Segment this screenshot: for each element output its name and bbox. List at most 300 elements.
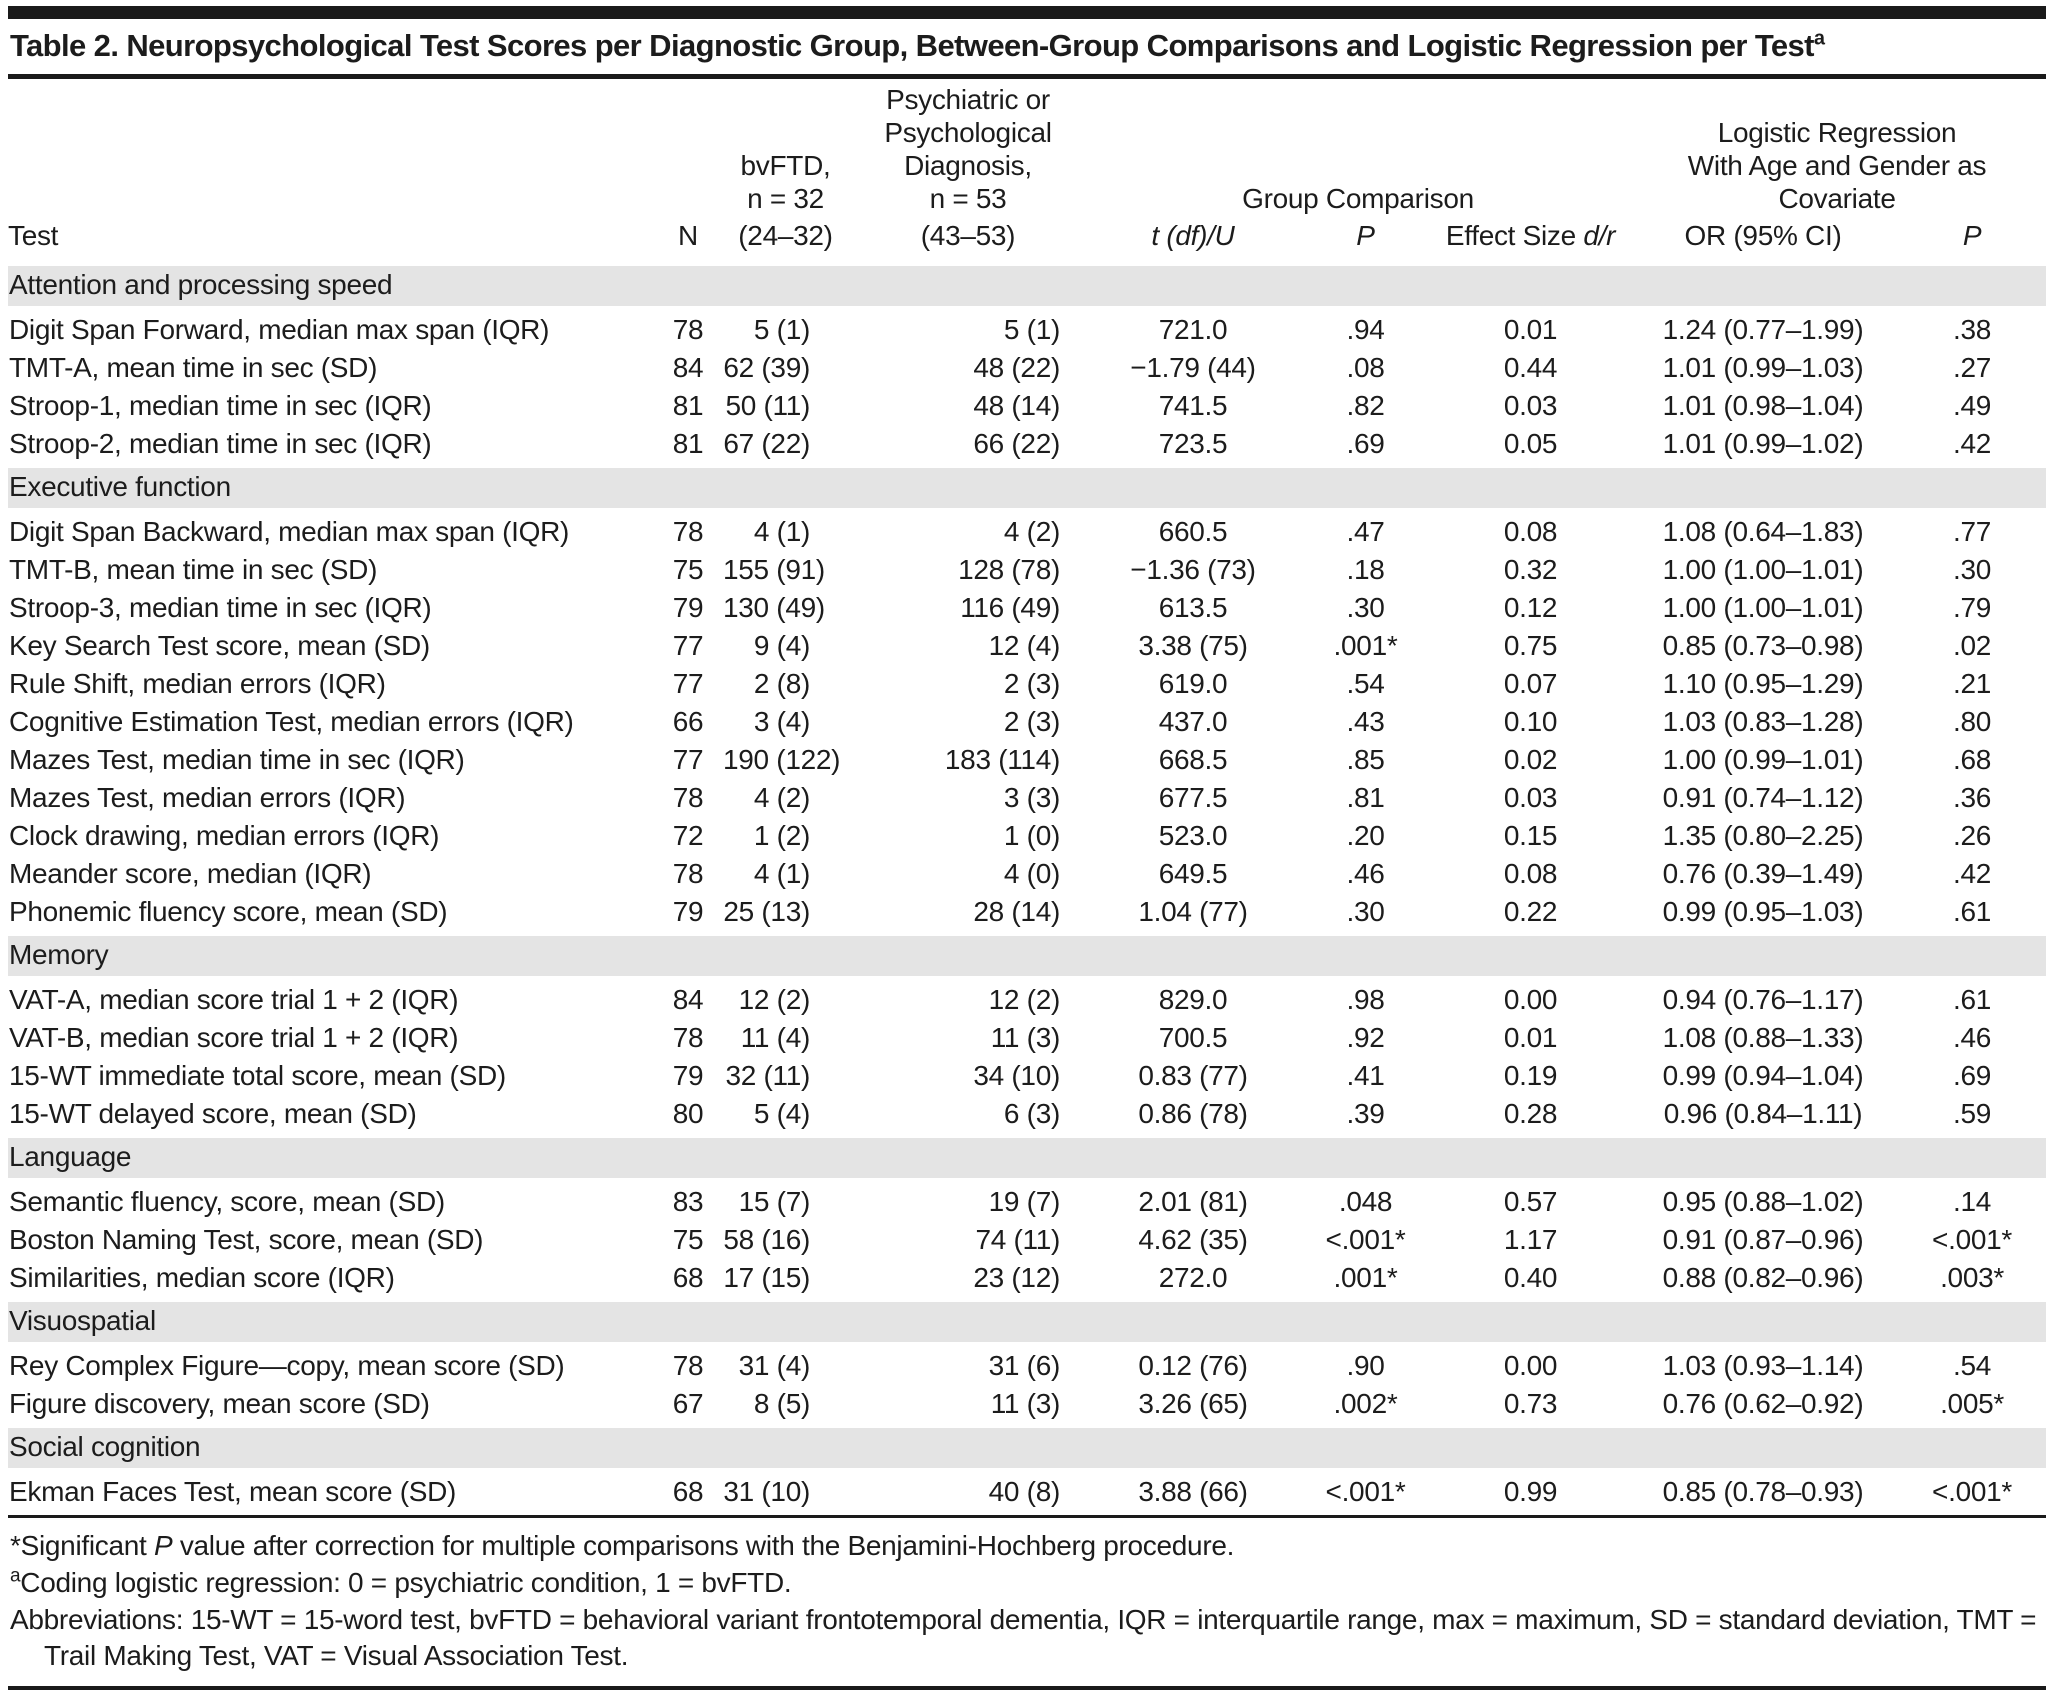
footnote-coding-marker: a [10,1565,21,1587]
cell-or-ci: 1.08 (0.64–1.83) [1662,516,1864,547]
cell-bvftd-value: 12 (2) [738,984,810,1015]
cell-or-ci: 0.99 (0.94–1.04) [1662,1060,1864,1091]
cell-t-df-u: 0.83 (77) [1138,1060,1248,1091]
cell-psych-value: 183 (114) [944,744,1060,775]
cell-bvftd-value: 32 (11) [725,1060,810,1091]
psych-header-line2: Psychological [884,117,1052,148]
cell-bvftd-value: 130 (49) [723,592,825,623]
cell-n: 75 [672,1224,704,1255]
psych-header-line3: Diagnosis, [904,150,1032,181]
table-row [8,665,2046,703]
cell-bvftd-value: 4 (2) [753,782,810,813]
cell-p-group: .94 [1346,314,1385,345]
cell-bvftd-value: 155 (91) [723,554,825,585]
cell-n: 80 [672,1098,704,1129]
cell-psych-value: 4 (2) [1003,516,1060,547]
cell-test-name: Mazes Test, median errors (IQR) [9,782,406,813]
cell-test-name: Clock drawing, median errors (IQR) [9,820,440,851]
cell-psych-value: 48 (14) [973,390,1060,421]
column-header-psychiatric [848,79,1088,215]
psych-header-line4: n = 53 [929,183,1007,214]
cell-or-ci: 0.85 (0.78–0.93) [1628,1471,1898,1517]
cell-n: 79 [672,592,704,623]
column-header-bvftd-range: (24–32) [723,215,848,264]
table-row [8,893,2046,934]
column-header-t-df-u: t (df)/U [1088,215,1298,264]
table-row [8,1221,2046,1259]
spanner-logistic-regression [1628,79,2046,215]
cell-p-logistic: .46 [1953,1022,1992,1053]
cell-p-logistic: .61 [1953,984,1992,1015]
section-title: Executive function [8,466,2046,511]
table-footnotes [8,1518,2046,1674]
cell-p-logistic: .68 [1953,744,1992,775]
cell-n: 78 [672,1350,704,1381]
cell-n: 72 [672,820,704,851]
cell-effect-size: 0.08 [1503,858,1558,889]
cell-test-name: Digit Span Backward, median max span (IQR) [9,516,570,547]
cell-or-ci: 0.76 (0.62–0.92) [1662,1388,1864,1419]
cell-n: 67 [672,1388,704,1419]
cell-effect-size: 0.73 [1503,1388,1558,1419]
cell-bvftd-value: 3 (4) [753,706,810,737]
cell-p-logistic: .005* [1940,1388,2004,1419]
cell-p-group: .30 [1346,896,1385,927]
table-row [8,703,2046,741]
cell-n: 84 [672,984,704,1015]
cell-p-logistic: .79 [1953,592,1992,623]
cell-p-logistic: .36 [1953,782,1992,813]
cell-p-logistic: .42 [1953,428,1992,459]
table-row [8,1057,2046,1095]
cell-effect-size: 0.28 [1503,1098,1558,1129]
cell-n: 79 [672,896,704,927]
column-header-psych-range: (43–53) [848,215,1088,264]
cell-t-df-u: 437.0 [1158,706,1228,737]
table-row [8,1259,2046,1300]
cell-effect-size: 0.44 [1503,352,1558,383]
cell-or-ci: 1.03 (0.83–1.28) [1662,706,1864,737]
cell-p-group: .18 [1346,554,1385,585]
cell-n: 78 [672,314,704,345]
cell-or-ci: 1.00 (1.00–1.01) [1662,554,1864,585]
bvftd-header-line1: bvFTD, [740,150,831,181]
column-header-test: Test [8,215,653,264]
cell-p-logistic: .42 [1953,858,1992,889]
cell-psych-value: 48 (22) [973,352,1060,383]
column-header-bvftd [723,79,848,215]
cell-n: 79 [672,1060,704,1091]
cell-or-ci: 1.01 (0.99–1.02) [1662,428,1864,459]
cell-t-df-u: 1.04 (77) [1138,896,1248,927]
cell-test-name: 15-WT immediate total score, mean (SD) [9,1060,506,1091]
cell-p-logistic: <.001* [1932,1224,2012,1255]
cell-t-df-u: 4.62 (35) [1138,1224,1248,1255]
cell-p-logistic: .54 [1953,1350,1992,1381]
cell-or-ci: 1.03 (0.93–1.14) [1662,1350,1864,1381]
cell-psych-value: 11 (3) [990,1388,1060,1419]
cell-psych-value: 66 (22) [973,428,1060,459]
cell-effect-size: 0.03 [1503,782,1558,813]
cell-effect-size: 0.01 [1503,314,1558,345]
section-header-row [8,934,2046,979]
cell-p-group: <.001* [1298,1471,1433,1517]
section-title: Visuospatial [8,1300,2046,1345]
section-header-row [8,1136,2046,1181]
spanner-group-comparison: Group Comparison [1242,183,1474,214]
cell-p-group: .69 [1346,428,1385,459]
cell-n: 77 [672,744,704,775]
cell-effect-size: 0.19 [1503,1060,1558,1091]
cell-effect-size: 0.40 [1503,1262,1558,1293]
cell-psych-value: 2 (3) [1003,668,1060,699]
cell-p-logistic: <.001* [1898,1471,2046,1517]
cell-bvftd-value: 11 (4) [740,1022,810,1053]
cell-bvftd-value: 5 (1) [753,314,810,345]
table-row [8,1345,2046,1386]
cell-psych-value: 3 (3) [1003,782,1060,813]
cell-p-logistic: .61 [1953,896,1992,927]
cell-t-df-u: 3.88 (66) [1088,1471,1298,1517]
cell-p-logistic: .77 [1953,516,1992,547]
cell-p-logistic: .02 [1953,630,1992,661]
bvftd-header-line2: n = 32 [747,183,824,214]
footnote-significance-pre: *Significant [10,1530,154,1561]
cell-t-df-u: 721.0 [1158,314,1228,345]
cell-psych-value: 6 (3) [1003,1098,1060,1129]
cell-psych-value: 23 (12) [973,1262,1060,1293]
cell-bvftd-value: 50 (11) [725,390,810,421]
cell-or-ci: 0.85 (0.73–0.98) [1662,630,1864,661]
cell-p-logistic: .26 [1953,820,1992,851]
footnote-coding-text: Coding logistic regression: 0 = psychiatric condition, 1 = bvFTD. [20,1567,792,1598]
cell-t-df-u: 660.5 [1158,516,1228,547]
cell-psych-value: 11 (3) [990,1022,1060,1053]
cell-t-df-u: 677.5 [1158,782,1228,813]
cell-p-group: .001* [1333,630,1398,661]
cell-or-ci: 1.01 (0.98–1.04) [1662,390,1864,421]
cell-n: 78 [672,1022,704,1053]
cell-t-df-u: 723.5 [1158,428,1228,459]
section-header-row [8,1426,2046,1471]
column-header-n: N [653,215,723,264]
footnote-coding [10,1565,2044,1601]
cell-p-group: .43 [1346,706,1385,737]
cell-effect-size: 0.12 [1503,592,1558,623]
cell-t-df-u: −1.36 (73) [1130,554,1256,585]
cell-effect-size: 0.00 [1503,1350,1558,1381]
cell-p-group: .92 [1346,1022,1385,1053]
cell-or-ci: 0.88 (0.82–0.96) [1662,1262,1864,1293]
cell-p-group: .98 [1346,984,1385,1015]
table-title-text: Table 2. Neuropsychological Test Scores per Diagnostic Group, Between-Group Comparisons and Logistic Regression per Test [10,28,1814,63]
cell-or-ci: 0.76 (0.39–1.49) [1662,858,1864,889]
cell-t-df-u: 523.0 [1158,820,1228,851]
cell-p-group: .30 [1346,592,1385,623]
cell-effect-size: 0.05 [1503,428,1558,459]
cell-psych-value: 4 (0) [1003,858,1060,889]
cell-test-name: TMT-B, mean time in sec (SD) [9,554,378,585]
cell-p-logistic: .003* [1940,1262,2004,1293]
cell-bvftd-value: 4 (1) [753,858,810,889]
cell-effect-size: 0.15 [1503,820,1558,851]
cell-p-group: .54 [1346,668,1385,699]
cell-effect-size: 0.57 [1503,1186,1558,1217]
cell-test-name: Rule Shift, median errors (IQR) [9,668,386,699]
cell-bvftd-value: 17 (15) [723,1262,810,1293]
cell-bvftd-value: 25 (13) [723,896,810,927]
cell-psych-value: 5 (1) [1003,314,1060,345]
column-header-effect-size [1433,215,1628,264]
cell-psych-value: 12 (4) [988,630,1060,661]
cell-t-df-u: 0.12 (76) [1138,1350,1248,1381]
cell-or-ci: 1.01 (0.99–1.03) [1662,352,1864,383]
cell-p-group: .82 [1346,390,1385,421]
cell-psych-value: 2 (3) [1003,706,1060,737]
cell-bvftd-value: 31 (4) [738,1350,810,1381]
cell-p-group: <.001* [1325,1224,1406,1255]
table-row [8,349,2046,387]
cell-p-logistic: .59 [1953,1098,1992,1129]
cell-effect-size: 0.99 [1433,1471,1628,1517]
top-rule-bar [8,6,2046,19]
cell-or-ci: 1.00 (1.00–1.01) [1662,592,1864,623]
table-row [8,1095,2046,1136]
cell-p-group: .002* [1333,1388,1398,1419]
cell-or-ci: 1.24 (0.77–1.99) [1662,314,1864,345]
table-row [8,309,2046,350]
cell-n: 77 [672,668,704,699]
table-row [8,855,2046,893]
cell-test-name: VAT-B, median score trial 1 + 2 (IQR) [9,1022,459,1053]
cell-effect-size: 0.08 [1503,516,1558,547]
cell-p-group: .90 [1346,1350,1385,1381]
cell-test-name: Similarities, median score (IQR) [9,1262,395,1293]
cell-n: 66 [672,706,704,737]
cell-p-logistic: .30 [1953,554,1992,585]
table-row [8,589,2046,627]
cell-n: 83 [672,1186,704,1217]
logistic-header-line1: Logistic Regression [1717,117,1957,148]
cell-bvftd-value: 1 (2) [753,820,810,851]
column-header-p-group: P [1298,215,1433,264]
section-title: Memory [8,934,2046,979]
cell-test-name: Meander score, median (IQR) [9,858,372,889]
table-row [8,741,2046,779]
cell-or-ci: 0.91 (0.87–0.96) [1662,1224,1864,1255]
cell-bvftd-value: 58 (16) [723,1224,810,1255]
cell-t-df-u: 3.26 (65) [1138,1388,1248,1419]
psych-header-line1: Psychiatric or [886,84,1050,115]
cell-p-group: .001* [1333,1262,1398,1293]
cell-test-name: Stroop-3, median time in sec (IQR) [9,592,432,623]
cell-effect-size: 0.03 [1503,390,1558,421]
column-header-or-ci: OR (95% CI) [1628,215,1898,264]
cell-effect-size: 0.22 [1503,896,1558,927]
cell-p-group: .41 [1346,1060,1385,1091]
cell-effect-size: 0.00 [1503,984,1558,1015]
table-row [8,425,2046,466]
cell-t-df-u: 613.5 [1158,592,1228,623]
cell-or-ci: 1.00 (0.99–1.01) [1662,744,1864,775]
header-upper-row [8,79,2046,215]
section-title: Social cognition [8,1426,2046,1471]
cell-effect-size: 0.32 [1503,554,1558,585]
cell-or-ci: 1.35 (0.80–2.25) [1662,820,1864,851]
cell-psych-value: 34 (10) [973,1060,1060,1091]
footnote-significance [10,1528,2044,1564]
cell-psych-value: 28 (14) [973,896,1060,927]
cell-t-df-u: 619.0 [1158,668,1228,699]
table-row [8,1385,2046,1426]
cell-or-ci: 0.94 (0.76–1.17) [1662,984,1864,1015]
header-spacer-test [8,79,653,215]
cell-p-logistic: .21 [1953,668,1992,699]
section-title: Language [8,1136,2046,1181]
section-title: Attention and processing speed [8,264,2046,309]
cell-effect-size: 0.07 [1503,668,1558,699]
cell-effect-size: 0.10 [1503,706,1558,737]
cell-effect-size: 1.17 [1503,1224,1558,1255]
cell-or-ci: 0.91 (0.74–1.12) [1662,782,1864,813]
cell-psych-value: 1 (0) [1003,820,1060,851]
cell-p-group: .048 [1338,1186,1393,1217]
cell-test-name: Ekman Faces Test, mean score (SD) [8,1471,653,1517]
header-spacer-n [653,79,723,215]
results-table [8,79,2046,1518]
cell-t-df-u: 272.0 [1158,1262,1228,1293]
table-row [8,979,2046,1020]
cell-bvftd-value: 62 (39) [723,352,810,383]
cell-p-group: .39 [1346,1098,1385,1129]
table-row [8,779,2046,817]
cell-t-df-u: 2.01 (81) [1138,1186,1248,1217]
header-bottom-row [8,215,2046,264]
cell-test-name: VAT-A, median score trial 1 + 2 (IQR) [9,984,459,1015]
cell-bvftd-value: 190 (122) [723,744,841,775]
section-header-row [8,1300,2046,1345]
cell-test-name: Key Search Test score, mean (SD) [9,630,430,661]
cell-bvftd-value: 5 (4) [753,1098,810,1129]
cell-p-group: .46 [1346,858,1385,889]
cell-test-name: Mazes Test, median time in sec (IQR) [9,744,465,775]
cell-p-group: .08 [1346,352,1385,383]
table-row [8,817,2046,855]
cell-psych-value: 12 (2) [988,984,1060,1015]
cell-effect-size: 0.02 [1503,744,1558,775]
cell-p-logistic: .69 [1953,1060,1992,1091]
cell-t-df-u: 649.5 [1158,858,1228,889]
cell-test-name: Stroop-2, median time in sec (IQR) [9,428,432,459]
cell-psych-value: 40 (8) [848,1471,1088,1517]
cell-p-logistic: .49 [1953,390,1992,421]
cell-n: 77 [672,630,704,661]
cell-test-name: Phonemic fluency score, mean (SD) [9,896,448,927]
cell-p-logistic: .14 [1953,1186,1992,1217]
effect-size-label: Effect Size [1445,220,1584,251]
cell-bvftd-value: 2 (8) [753,668,810,699]
cell-n: 81 [672,428,704,459]
cell-n: 78 [672,858,704,889]
cell-t-df-u: 0.86 (78) [1138,1098,1248,1129]
cell-or-ci: 1.08 (0.88–1.33) [1662,1022,1864,1053]
effect-size-italic-label: d/r [1583,220,1616,251]
cell-p-logistic: .38 [1953,314,1992,345]
cell-test-name: Cognitive Estimation Test, median errors (IQR) [9,706,574,737]
cell-t-df-u: 668.5 [1158,744,1228,775]
logistic-header-line2: With Age and Gender as [1687,150,1987,181]
logistic-header-line3: Covariate [1778,183,1896,214]
cell-test-name: Stroop-1, median time in sec (IQR) [9,390,432,421]
section-header-row [8,466,2046,511]
table-title-footnote-marker: a [1813,27,1825,50]
cell-test-name: TMT-A, mean time in sec (SD) [9,352,378,383]
cell-n: 78 [672,516,704,547]
cell-p-group: .85 [1346,744,1385,775]
cell-test-name: 15-WT delayed score, mean (SD) [9,1098,417,1129]
table-row [8,627,2046,665]
cell-n: 75 [672,554,704,585]
cell-n: 84 [672,352,704,383]
cell-bvftd-value: 4 (1) [753,516,810,547]
cell-p-logistic: .27 [1953,352,1992,383]
cell-n: 81 [672,390,704,421]
cell-t-df-u: 3.38 (75) [1138,630,1248,661]
cell-or-ci: 0.96 (0.84–1.11) [1663,1098,1863,1129]
cell-bvftd-value: 8 (5) [753,1388,810,1419]
cell-test-name: Semantic fluency, score, mean (SD) [9,1186,445,1217]
footnote-abbreviations: Abbreviations: 15-WT = 15-word test, bvFTD = behavioral variant frontotemporal dementia, IQR = interquartile range, max = maximum, SD = standard deviation, TMT = Trail Making Test, VAT = Visual Association Test. [10,1604,2037,1671]
cell-or-ci: 0.99 (0.95–1.03) [1662,896,1864,927]
footnote-significance-p: P [153,1530,173,1561]
cell-psych-value: 74 (11) [975,1224,1060,1255]
cell-psych-value: 19 (7) [988,1186,1060,1217]
cell-n: 68 [672,1262,704,1293]
footnote-significance-post: value after correction for multiple comparisons with the Benjamini-Hochberg procedure. [172,1530,1235,1561]
cell-test-name: Digit Span Forward, median max span (IQR) [9,314,550,345]
cell-or-ci: 1.10 (0.95–1.29) [1662,668,1864,699]
cell-t-df-u: 741.5 [1158,390,1228,421]
cell-effect-size: 0.75 [1503,630,1558,661]
cell-bvftd-value: 67 (22) [723,428,810,459]
table-body [8,264,2046,1517]
cell-t-df-u: 829.0 [1158,984,1228,1015]
cell-test-name: Boston Naming Test, score, mean (SD) [9,1224,484,1255]
table-row [8,551,2046,589]
cell-p-group: .81 [1346,782,1385,813]
cell-bvftd-value: 15 (7) [738,1186,810,1217]
table-header [8,79,2046,264]
cell-effect-size: 0.01 [1503,1022,1558,1053]
cell-or-ci: 0.95 (0.88–1.02) [1662,1186,1864,1217]
cell-bvftd-value: 31 (10) [723,1471,848,1517]
table-row [8,1181,2046,1222]
cell-t-df-u: −1.79 (44) [1130,352,1256,383]
table-row [8,387,2046,425]
cell-bvftd-value: 9 (4) [753,630,810,661]
cell-psych-value: 116 (49) [960,592,1060,623]
cell-n: 68 [653,1471,723,1517]
cell-test-name: Figure discovery, mean score (SD) [9,1388,430,1419]
cell-p-logistic: .80 [1953,706,1992,737]
table-row [8,511,2046,552]
table-title [8,19,2046,74]
column-header-p-logistic: P [1898,215,2046,264]
table-row [8,1019,2046,1057]
cell-psych-value: 31 (6) [988,1350,1060,1381]
cell-n: 78 [672,782,704,813]
cell-psych-value: 128 (78) [958,554,1060,585]
